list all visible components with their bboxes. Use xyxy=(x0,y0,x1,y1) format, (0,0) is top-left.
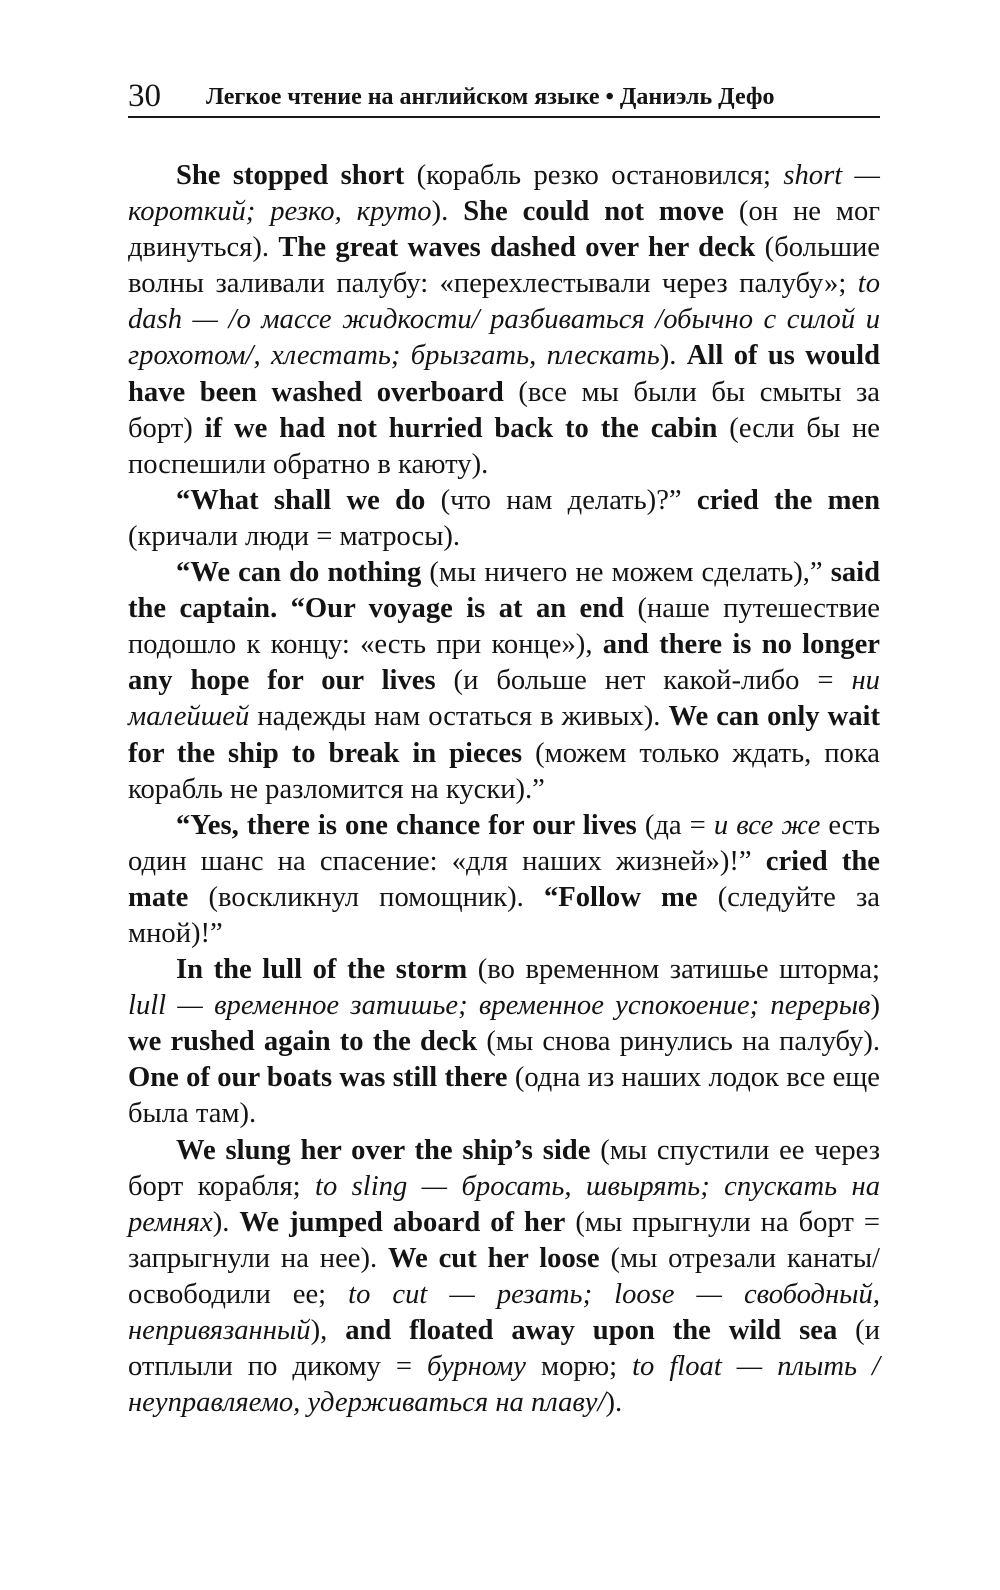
dictionary-note: short — короткий; резко, круто xyxy=(128,160,880,228)
english-text: cried the mate xyxy=(128,845,880,913)
body-text xyxy=(128,158,880,1421)
translation-text: (что нам делать)?” xyxy=(425,484,697,516)
translation-text: (да = xyxy=(636,809,714,841)
page-header xyxy=(128,70,880,118)
translation-text: (воскликнул помощник). xyxy=(188,881,544,913)
translation-text: есть один шанс на спасение: «для наших жизней»)!” xyxy=(128,809,881,877)
english-text: “We can do nothing xyxy=(176,557,422,589)
english-text: if we had not hurried back to the cabin xyxy=(204,412,718,444)
translation-text: (мы спустили ее через борт корабля; xyxy=(128,1134,881,1202)
english-text: In the lull of the storm xyxy=(176,954,468,986)
translation-text: (мы отрезали канаты/освободили ее; xyxy=(128,1242,880,1310)
dictionary-note: to float — плыть /неуправляемо, удерживаться на плаву/ xyxy=(128,1351,881,1419)
translation-text: ). xyxy=(659,340,687,372)
english-text: cried the men xyxy=(696,484,880,516)
english-text: “Follow me xyxy=(543,881,698,913)
english-text: We slung her over the ship’s side xyxy=(176,1134,591,1166)
translation-text: ), xyxy=(310,1315,346,1346)
translation-text: (все мы были бы смыты за борт) xyxy=(128,376,880,444)
translation-text: (он не мог двинуться). xyxy=(128,196,880,264)
english-text: She could not move xyxy=(463,196,724,228)
paragraph xyxy=(128,952,880,1132)
english-text: She stopped short xyxy=(176,160,405,191)
dictionary-note: lull — временное затишье; временное успокоение; перерыв xyxy=(128,990,871,1022)
translation-text: (и отплыли по дикому = xyxy=(128,1315,880,1383)
translation-text: ) xyxy=(870,990,880,1022)
dictionary-note: бурному xyxy=(427,1351,526,1383)
paragraph xyxy=(128,555,880,808)
paragraph xyxy=(128,158,880,483)
paragraph xyxy=(128,808,880,952)
translation-text: (если бы не поспешили обратно в каюту). xyxy=(128,412,880,480)
translation-text: (одна из наших лодок все еще была там). xyxy=(128,1062,880,1130)
english-text: The great waves dashed over her deck xyxy=(278,232,756,264)
translation-text: (во временном затишье шторма; xyxy=(467,954,880,986)
paragraph xyxy=(128,1133,880,1422)
translation-text: (большие волны заливали палубу: «перехлестывали через палубу»; xyxy=(128,232,880,300)
translation-text: (и больше нет какой-либо = xyxy=(435,665,852,697)
english-text: “What shall we do xyxy=(176,484,426,516)
page-number: 30 xyxy=(128,78,161,114)
english-text: All of us would have been washed overboard xyxy=(128,340,880,408)
dictionary-note: и все же xyxy=(713,809,821,841)
paragraph xyxy=(128,483,880,555)
translation-text: ). xyxy=(212,1206,240,1238)
english-text: One of our boats was still there xyxy=(128,1062,508,1094)
translation-text: (следуйте за мной)!” xyxy=(128,881,880,949)
english-text: “Yes, there is one chance for our lives xyxy=(176,809,637,841)
english-text: said the captain. “Our voyage is at an end xyxy=(128,557,880,625)
translation-text: ). xyxy=(431,196,464,228)
dictionary-note: to sling — бросать, швырять; спускать на ремнях xyxy=(128,1170,881,1238)
translation-text: (мы снова ринулись на палубу). xyxy=(477,1026,880,1058)
translation-text: надежды нам остаться в живых). xyxy=(249,701,669,733)
translation-text: (можем только ждать, пока корабль не разломится на куски).” xyxy=(128,737,881,805)
english-text: and there is no longer any hope for our lives xyxy=(128,629,880,697)
translation-text: морю; xyxy=(526,1351,633,1383)
dictionary-note: to dash — /о массе жидкости/ разбиваться /обычно с силой и грохотом/, хлестать; брызгать, плескать xyxy=(128,268,880,372)
english-text: We can only wait for the ship to break in pieces xyxy=(128,701,881,769)
english-text: We cut her loose xyxy=(388,1242,600,1274)
dictionary-note: ни малейшей xyxy=(128,665,880,733)
translation-text: (наше путешествие подошло к концу: «есть при конце»), xyxy=(128,593,880,661)
english-text: and floated away upon the wild sea xyxy=(345,1315,838,1346)
translation-text: (корабль резко остановился; xyxy=(404,160,784,191)
translation-text: (кричали люди = матросы). xyxy=(128,520,461,552)
translation-text: (мы ничего не можем сделать),” xyxy=(421,557,831,589)
english-text: We jumped aboard of her xyxy=(239,1206,566,1238)
translation-text: ). xyxy=(605,1387,623,1419)
running-title: Легкое чтение на английском языке • Даниэль Дефо xyxy=(206,84,775,110)
translation-text: (мы прыгнули на борт = запрыгнули на нее). xyxy=(128,1206,881,1274)
english-text: we rushed again to the deck xyxy=(128,1026,478,1058)
dictionary-note: to cut — резать; loose — свободный, непривязанный xyxy=(128,1278,880,1346)
